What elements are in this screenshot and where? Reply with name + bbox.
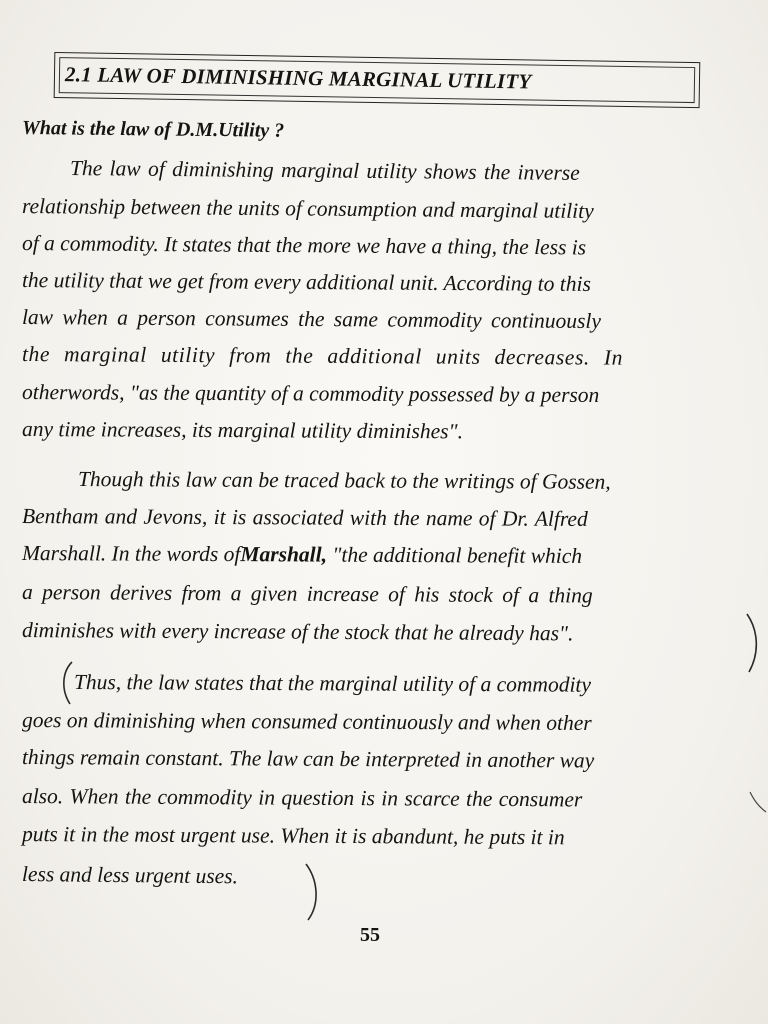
section-heading: 2.1 LAW OF DIMINISHING MARGINAL UTILITY [64, 62, 532, 94]
paragraph-1-line-2: relationship between the units of consumption and marginal utility [21, 194, 594, 223]
paragraph-3-line-3: things remain constant. The law can be interpreted in another way [21, 745, 595, 773]
paragraph-2-line-3-start: Marshall. In the words of [21, 541, 241, 567]
pen-bracket-close-mark [744, 612, 764, 674]
paragraph-3-line-6: less and less urgent uses. [21, 862, 239, 889]
paragraph-3-line-1: Thus, the law states that the marginal utility of a commodity [73, 670, 592, 697]
paragraph-1-line-6: the marginal utility from the additional units decreases. In [21, 342, 624, 370]
paragraph-1-line-8: any time increases, its marginal utility diminishes". [21, 417, 464, 444]
paragraph-3-line-2: goes on diminishing when consumed continuously and when other [21, 708, 592, 735]
paragraph-2-line-2: Bentham and Jevons, it is associated with the name of Dr. Alfred [21, 504, 588, 531]
page-number: 55 [360, 924, 380, 946]
pen-bracket-end-mark [302, 862, 324, 922]
question-heading: What is the law of D.M.Utility ? [21, 117, 285, 142]
paragraph-3-line-5: puts it in the most urgent use. When it is abandunt, he puts it in [21, 822, 565, 850]
paragraph-2-line-1: Though this law can be traced back to the writings of Gossen, [77, 467, 611, 494]
paragraph-1-line-5: law when a person consumes the same commodity continuously [21, 305, 602, 334]
paragraph-1-line-4: the utility that we get from every additional unit. According to this [21, 268, 591, 296]
pen-tick-mark [748, 790, 768, 814]
pen-bracket-open-mark [58, 660, 78, 706]
paragraph-2-line-3-end: "the additional benefit which [326, 542, 583, 568]
marshall-bold: Marshall, [240, 542, 328, 567]
paragraph-2-line-4: a person derives from a given increase of his stock of a thing [21, 580, 593, 608]
paragraph-1-line-3: of a commodity. It states that the more we have a thing, the less is [21, 231, 587, 260]
paragraph-1-line-7: otherwords, "as the quantity of a commodity possessed by a person [21, 380, 600, 408]
section-heading-box [54, 52, 701, 108]
paragraph-1-line-1: The law of diminishing marginal utility shows the inverse [69, 156, 580, 185]
paragraph-2-line-5: diminishes with every increase of the stock that he already has". [21, 618, 574, 646]
paragraph-2-line-3 [22, 541, 582, 569]
paragraph-3-line-4: also. When the commodity in question is in scarce the consumer [21, 784, 583, 812]
